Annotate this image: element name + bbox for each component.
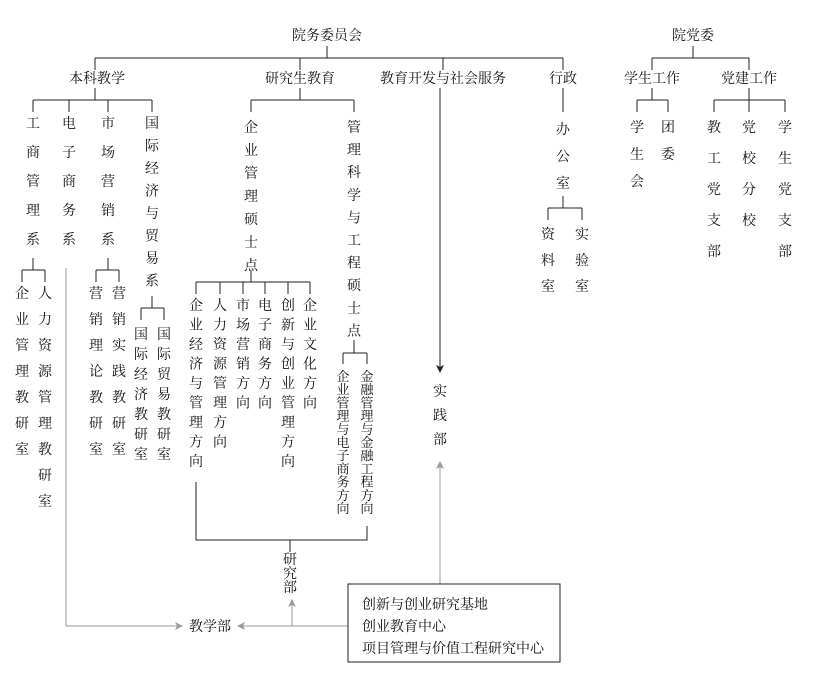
node-office-intl-econ: 国际经济教研室 (134, 327, 148, 463)
node-party-committee: 院党委 (672, 28, 714, 44)
node-youth-league: 团委 (661, 120, 675, 163)
node-dir-ent-econ: 企业经济与管理方向 (189, 298, 203, 470)
node-dir-innovation: 创新与创业管理方向 (281, 298, 295, 470)
node-office-mkt-practice: 营销实践教研室 (112, 286, 126, 458)
node-party-build: 党建工作 (721, 71, 777, 87)
node-office-mkt-theory: 营销理论教研室 (89, 286, 103, 458)
node-student-party-branch: 学生党支部 (778, 120, 792, 260)
node-dept-business: 工商管理系 (26, 116, 40, 248)
node-graduate: 研究生教育 (265, 71, 335, 87)
node-dir-mgmt-ec: 企业管理与电子商务方向 (336, 370, 350, 517)
node-edu-dev: 教育开发与社会服务 (380, 71, 506, 87)
node-office-hr: 人力资源管理教研室 (38, 286, 52, 510)
node-committee: 院务委员会 (292, 28, 362, 44)
node-admin: 行政 (549, 71, 577, 87)
node-office-ent-mgmt: 企业管理教研室 (15, 286, 29, 458)
node-dept-marketing: 市场营销系 (101, 116, 115, 248)
node-lab: 实验室 (575, 227, 589, 295)
node-dept-intl: 国际经济与贸易系 (145, 116, 159, 290)
center-item: 项目管理与价值工程研究中心 (362, 641, 544, 657)
node-master-ent-mgmt: 企业管理硕士点 (244, 120, 258, 274)
node-office-intl-trade: 国际贸易教研室 (157, 327, 171, 463)
node-teacher-party-branch: 教工党支部 (707, 120, 721, 260)
node-dept-ecommerce: 电子商务系 (62, 116, 76, 248)
node-student-union: 学生会 (630, 120, 644, 190)
center-item: 创业教育中心 (362, 619, 446, 635)
node-undergrad: 本科教学 (69, 71, 125, 87)
node-master-mgmt-sci: 管理科学与工程硕士点 (347, 120, 361, 340)
node-general-office: 办公室 (556, 122, 570, 192)
node-teaching-dept: 教学部 (189, 619, 231, 635)
vertical-labels (15, 115, 792, 596)
node-dir-hr: 人力资源管理方向 (213, 298, 227, 451)
node-dir-marketing: 市场营销方向 (236, 298, 250, 412)
node-student-work: 学生工作 (624, 71, 680, 87)
node-research-dept: 研究部 (283, 552, 297, 596)
center-item: 创新与创业研究基地 (362, 597, 488, 613)
node-dir-ecommerce: 电子商务方向 (258, 298, 272, 412)
node-dir-fin-eng: 金融管理与金融工程方向 (360, 370, 374, 517)
node-reference-room: 资料室 (541, 227, 555, 295)
node-practice-dept: 实践部 (433, 384, 447, 448)
node-party-school: 党校分校 (742, 120, 756, 229)
node-dir-culture: 企业文化方向 (303, 298, 317, 412)
